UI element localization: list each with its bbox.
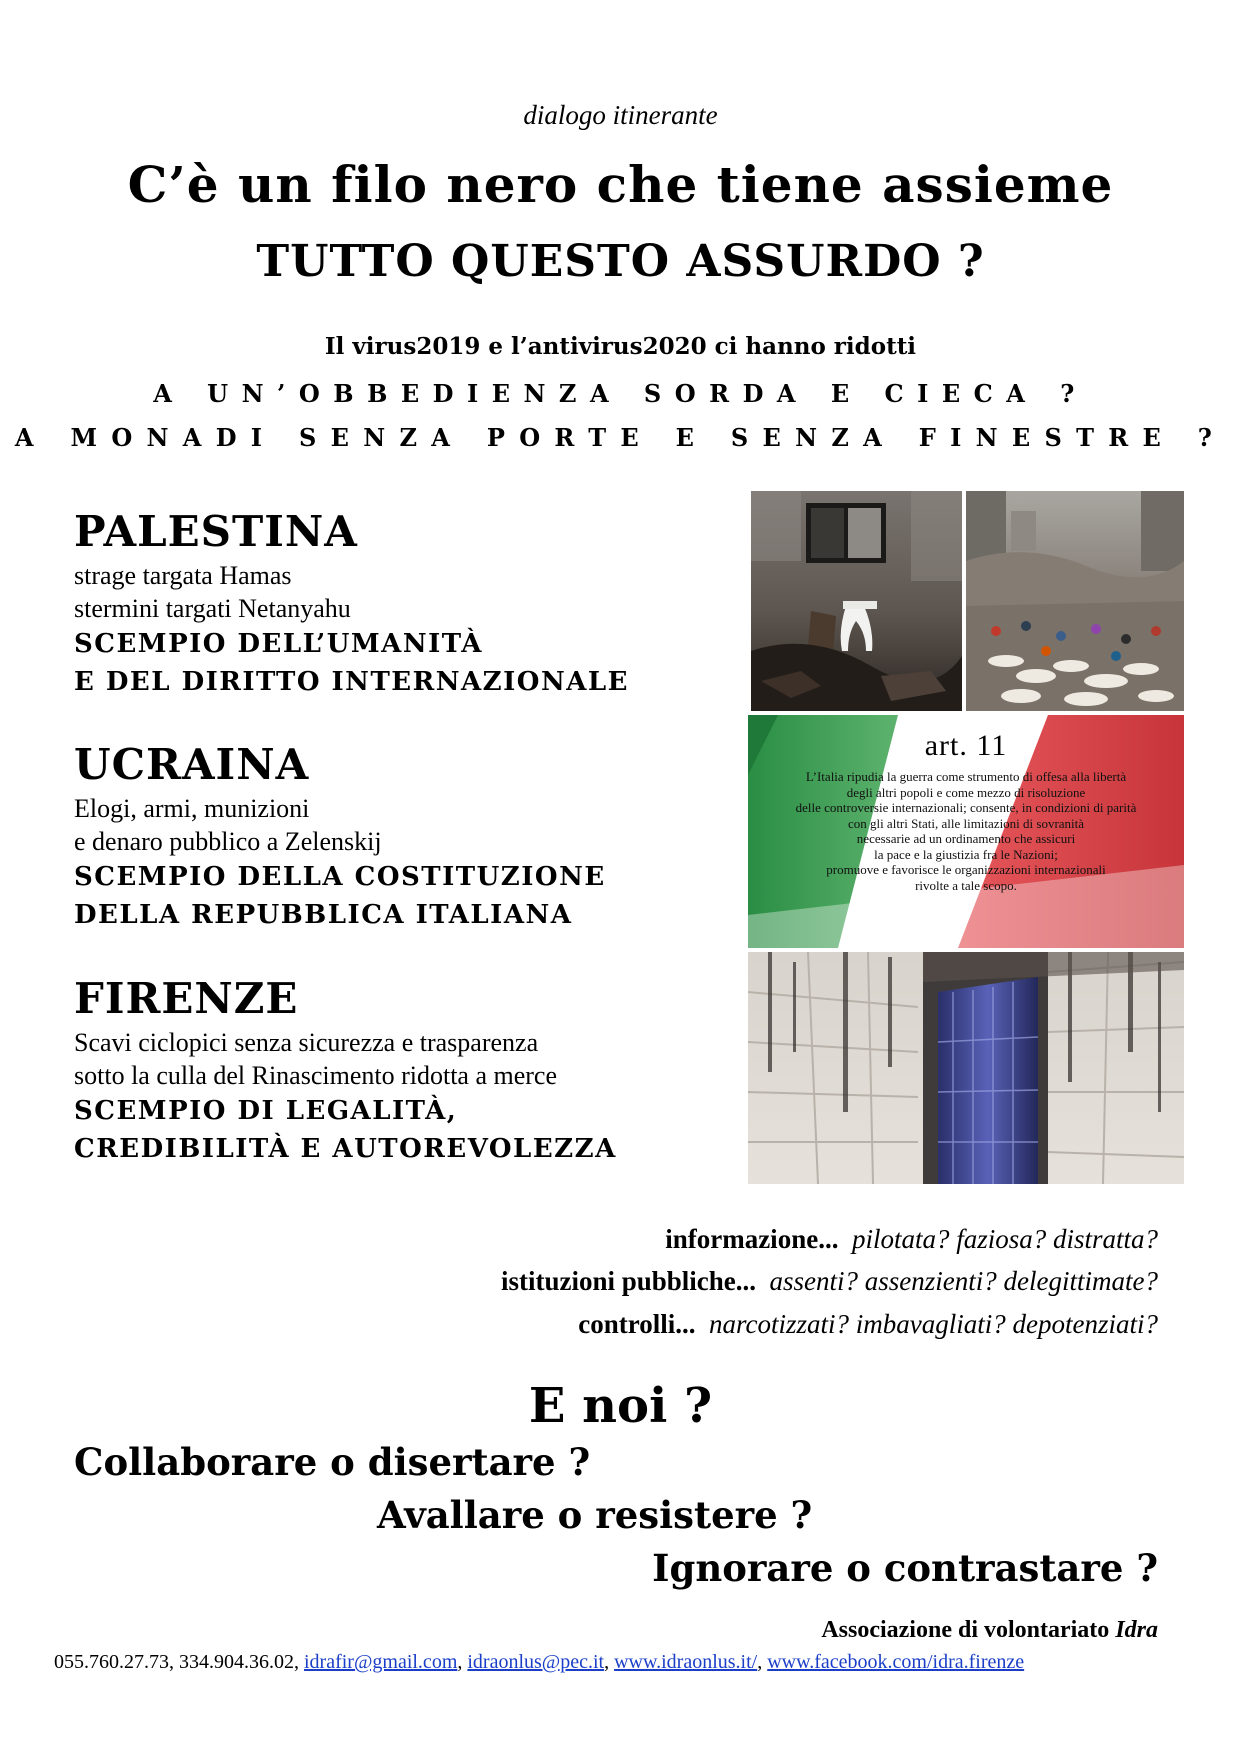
question-label: controlli... [578,1309,696,1339]
association-name [821,1617,1158,1644]
section-ucraina [74,738,734,934]
subtitle: dialogo itinerante [523,100,718,130]
section-line: sotto la culla del Rinascimento ridotta a merce [74,1061,558,1090]
question-label: istituzioni pubbliche... [500,1266,757,1296]
art11-line: necessarie ad un ordinamento che assicuri [856,831,1076,846]
excavation-photo [748,952,1184,1184]
contacts-line: 055.760.27.73, 334.904.36.02, idrafir@gmail.com, idraonlus@pec.it, www.idraonlus.it/, www.facebook.com/idra.firenze [54,1651,1025,1673]
section-bold-line: SCEMPIO DELL’UMANITÀ [74,629,483,659]
section-line: stermini targati Netanyahu [74,594,351,623]
section-heading: UCRAINA [74,740,310,789]
art11-line: degli altri popoli e come mezzo di risoluzione [846,784,1086,800]
art11-line: con gli altri Stati, alle limitazioni di sovranità [847,815,1085,831]
question-text: narcotizzati? imbavagliati? depotenziati? [709,1309,1158,1339]
question-line-2 [501,1266,1158,1297]
section-line: e denaro pubblico a Zelenskij [74,827,382,856]
phone-numbers: 055.760.27.73, 334.904.36.02, [54,1651,304,1673]
art11-line: rivolte a tale scopo. [915,877,1017,893]
question-line-3 [578,1309,1158,1340]
section-bold-line: CREDIBILITÀ E AUTOREVOLEZZA [74,1134,617,1164]
email-link-pec[interactable]: idraonlus@pec.it [467,1651,605,1673]
question-text: assenti? assenzienti? delegittimate? [769,1266,1158,1296]
association-idra: Idra [1115,1617,1158,1643]
section-heading: FIRENZE [74,974,299,1023]
section-palestina [74,505,734,701]
closing-ask-2: Avallare o resistere ? [377,1493,813,1537]
art11-flag-image [748,715,1184,948]
facebook-link[interactable]: www.facebook.com/idra.firenze [767,1651,1025,1673]
question-line-1 [665,1224,1158,1255]
section-line: strage targata Hamas [74,561,292,590]
section-bold-line: DELLA REPUBBLICA ITALIANA [74,900,573,930]
association-prefix: Associazione di volontariato [821,1617,1110,1643]
art11-line: delle controversie internazionali; consente, in condizioni di parità [795,800,1137,815]
section-heading: PALESTINA [74,507,358,556]
closing-ask-1: Collaborare o disertare ? [74,1440,591,1484]
question-label: informazione... [665,1224,839,1254]
ruined-room-photo [751,491,962,711]
intro-line-2: A UN’OBBEDIENZA SORDA E CIECA ? [153,379,1088,408]
closing-enoi: E noi ? [528,1378,713,1434]
art11-line: la pace e la giustizia fra le Nazioni; [874,846,1058,862]
email-link-gmail[interactable]: idrafir@gmail.com [304,1651,458,1673]
intro-line-3: A MONADI SENZA PORTE E SENZA FINESTRE ? [14,423,1227,452]
section-firenze [74,972,734,1168]
section-bold-line: SCEMPIO DELLA COSTITUZIONE [74,862,606,892]
section-line: Elogi, armi, munizioni [74,794,310,823]
section-line: Scavi ciclopici senza sicurezza e trasparenza [74,1028,539,1057]
art11-line: L’Italia ripudia la guerra come strumento di offesa alla libertà [805,769,1127,784]
question-text: pilotata? faziosa? distratta? [851,1224,1158,1254]
title-line-1: C’è un filo nero che tiene assieme [127,155,1114,214]
website-link[interactable]: www.idraonlus.it/ [614,1651,758,1673]
section-bold-line: SCEMPIO DI LEGALITÀ, [74,1096,458,1126]
art11-line: promuove e favorisce le organizzazioni internazionali [826,862,1106,877]
intro-line-1: Il virus2019 e l’antivirus2020 ci hanno ridotti [324,333,917,360]
title-line-2: TUTTO QUESTO ASSURDO ? [256,236,985,287]
gaza-rubble-photo [966,491,1184,711]
art11-title: art. 11 [924,729,1008,762]
closing-ask-3: Ignorare o contrastare ? [652,1546,1158,1590]
section-bold-line: E DEL DIRITTO INTERNAZIONALE [74,667,629,697]
